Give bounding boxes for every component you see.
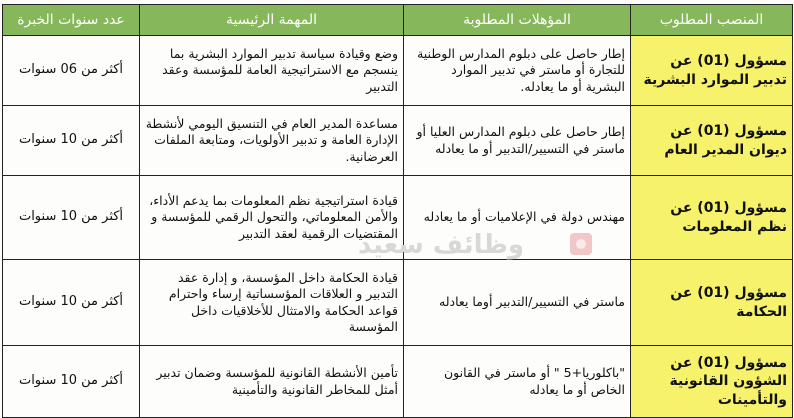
position-cell: مسؤول (01) عن الشؤون القانونية والتأمينات bbox=[631, 346, 793, 418]
main-task-cell: قيادة الحكامة داخل المؤسسة، و إدارة عقد التدبير و العلاقات المؤسساتية إرساء واحترام قواعد الحكامة والامتثال للأخلاقيات داخل المؤسسة bbox=[140, 260, 404, 346]
table-header-row bbox=[3, 5, 793, 36]
watermark-text: وظائف سعيد bbox=[358, 230, 525, 260]
main-task-cell: تأمين الأنشطة القانونية للمؤسسة وضمان تدبير أمثل للمخاطر القانونية والتأمينية bbox=[140, 346, 404, 418]
experience-cell: أكثر من 10 سنوات bbox=[3, 106, 140, 176]
table-row bbox=[3, 346, 793, 418]
qualifications-cell: إطار حاصل على دبلوم المدارس الوطنية للتجارة أو ماستر في تدبير الموارد البشرية أو ما يعادله. bbox=[404, 36, 631, 106]
experience-cell: أكثر من 10 سنوات bbox=[3, 260, 140, 346]
position-cell: مسؤول (01) عن ديوان المدير العام bbox=[631, 106, 793, 176]
jobs-table bbox=[2, 4, 793, 418]
position-cell: مسؤول (01) عن الحكامة bbox=[631, 260, 793, 346]
qualifications-cell: "باكلوريا+5 " أو ماستر في القانون الخاص أو ما يعادله bbox=[404, 346, 631, 418]
experience-cell: أكثر من 10 سنوات bbox=[3, 346, 140, 418]
qualifications-cell: ماستر في التسيير/التدبير أوما يعادله bbox=[404, 260, 631, 346]
header-main-task: المهمة الرئيسية bbox=[140, 5, 404, 36]
position-cell: مسؤول (01) عن نظم المعلومات bbox=[631, 176, 793, 260]
table-row bbox=[3, 260, 793, 346]
experience-cell: أكثر من 10 سنوات bbox=[3, 176, 140, 260]
main-task-cell: قيادة استراتيجية نظم المعلومات بما يدعم الأداء، والأمن المعلوماتي، والتحول الرقمي للمؤسسة و المقتضيات الرقمية لعقد التدبير bbox=[140, 176, 404, 260]
header-experience: عدد سنوات الخبرة bbox=[3, 5, 140, 36]
qualifications-cell: مهندس دولة في الإعلاميات أو ما يعادله bbox=[404, 176, 631, 260]
main-task-cell: وضع وقيادة سياسة تدبير الموارد البشرية بما ينسجم مع الاستراتيجية العامة للمؤسسة وعقد التدبير bbox=[140, 36, 404, 106]
qualifications-cell: إطار حاصل على دبلوم المدارس العليا أو ماستر في التسيير/التدبير أو ما يعادله bbox=[404, 106, 631, 176]
header-qualifications: المؤهلات المطلوبة bbox=[404, 5, 631, 36]
experience-cell: أكثر من 06 سنوات bbox=[3, 36, 140, 106]
table-row bbox=[3, 36, 793, 106]
table-row bbox=[3, 106, 793, 176]
main-task-cell: مساعدة المدير العام في التنسيق اليومي لأنشطة الإدارة العامة و تدبير الأولويات، ومتابعة الملفات العرضانية. bbox=[140, 106, 404, 176]
table-row bbox=[3, 176, 793, 260]
header-position: المنصب المطلوب bbox=[631, 5, 793, 36]
position-cell: مسؤول (01) عن تدبير الموارد البشرية bbox=[631, 36, 793, 106]
